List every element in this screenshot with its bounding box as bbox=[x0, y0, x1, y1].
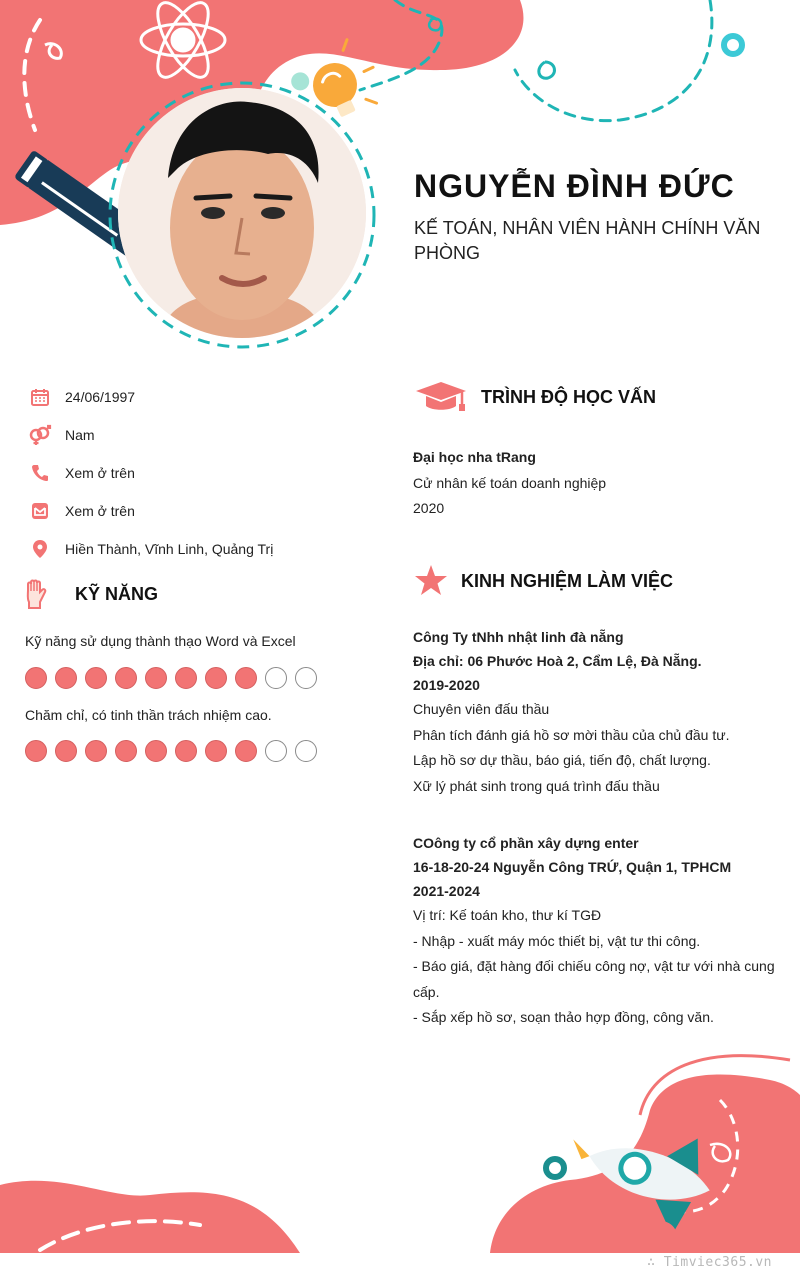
birthday-text: 24/06/1997 bbox=[65, 389, 136, 405]
skill-rating-1 bbox=[25, 667, 317, 689]
experience-entry-2 bbox=[413, 831, 783, 1031]
job-1-line: Xữ lý phát sinh trong quá trình đấu thầu bbox=[413, 777, 660, 794]
graduation-cap-icon bbox=[414, 380, 470, 414]
rating-dot-filled bbox=[235, 667, 257, 689]
star-icon bbox=[414, 564, 448, 598]
profile-photo bbox=[118, 88, 366, 338]
rating-dot-filled bbox=[205, 740, 227, 762]
job-2-address: 16-18-20-24 Nguyễn Công TRỨ, Quận 1, TPHCM bbox=[413, 859, 732, 875]
rating-dot-filled bbox=[235, 740, 257, 762]
info-phone bbox=[28, 461, 135, 485]
candidate-name: NGUYỄN ĐÌNH ĐỨC bbox=[414, 168, 735, 204]
experience-title: KINH NGHIỆM LÀM VIỆC bbox=[461, 570, 674, 591]
info-email bbox=[28, 499, 135, 523]
job-1-line: Lập hồ sơ dự thầu, báo giá, tiến độ, chất lượng. bbox=[413, 752, 711, 768]
experience-heading bbox=[414, 564, 673, 598]
rating-dot-filled bbox=[25, 667, 47, 689]
rating-dot-empty bbox=[295, 740, 317, 762]
portrait-illustration bbox=[118, 88, 366, 338]
rating-dot-empty bbox=[265, 740, 287, 762]
job-title: KẾ TOÁN, NHÂN VIÊN HÀNH CHÍNH VĂN PHÒNG bbox=[414, 218, 761, 263]
calendar-icon bbox=[28, 385, 52, 409]
education-entry bbox=[413, 445, 783, 522]
rating-dot-filled bbox=[55, 667, 77, 689]
address-text: Hiền Thành, Vĩnh Linh, Quảng Trị bbox=[65, 541, 274, 557]
rating-dot-empty bbox=[295, 667, 317, 689]
rating-dot-filled bbox=[175, 740, 197, 762]
skill-name-2: Chăm chỉ, có tinh thần trách nhiệm cao. bbox=[25, 707, 272, 723]
skill-name-1: Kỹ năng sử dụng thành thạo Word và Excel bbox=[25, 633, 296, 649]
rating-dot-filled bbox=[25, 740, 47, 762]
skill-rating-2 bbox=[25, 740, 317, 762]
job-1-line: Phân tích đánh giá hồ sơ mời thầu của chủ đầu tư. bbox=[413, 726, 730, 743]
job-1-company: Công Ty tNhh nhật linh đà nẵng bbox=[413, 629, 624, 645]
rating-dot-filled bbox=[205, 667, 227, 689]
education-heading bbox=[414, 380, 656, 414]
education-school: Đại học nha tRang bbox=[413, 449, 536, 465]
job-2-line: - Sắp xếp hồ sơ, soạn thảo hợp đồng, công văn. bbox=[413, 1009, 714, 1025]
phone-icon bbox=[28, 461, 52, 485]
skills-heading bbox=[23, 578, 158, 610]
job-1-period: 2019-2020 bbox=[413, 677, 480, 693]
job-2-company: COông ty cổ phần xây dựng enter bbox=[413, 835, 639, 851]
job-2-line: - Nhập - xuất máy móc thiết bị, vật tư thi công. bbox=[413, 932, 701, 949]
bottom-left-blob bbox=[0, 1181, 300, 1253]
email-text: Xem ở trên bbox=[65, 503, 135, 519]
watermark: ∴ Timviec365.vn bbox=[647, 1255, 772, 1270]
rating-dot-filled bbox=[175, 667, 197, 689]
job-2-period: 2021-2024 bbox=[413, 883, 480, 899]
job-2-line: - Báo giá, đặt hàng đối chiếu công nợ, vật tư với nhà cung cấp. bbox=[413, 958, 775, 1000]
rating-dot-filled bbox=[115, 667, 137, 689]
education-year: 2020 bbox=[413, 500, 445, 516]
job-2-line: Vị trí: Kế toán kho, thư kí TGĐ bbox=[413, 907, 602, 923]
email-icon bbox=[28, 499, 52, 523]
skills-title: KỸ NĂNG bbox=[75, 583, 159, 604]
rating-dot-empty bbox=[265, 667, 287, 689]
gender-icon bbox=[28, 423, 52, 447]
rating-dot-filled bbox=[55, 740, 77, 762]
rating-dot-filled bbox=[115, 740, 137, 762]
hand-icon bbox=[23, 578, 49, 610]
rating-dot-filled bbox=[85, 740, 107, 762]
teal-ring bbox=[724, 36, 742, 54]
profile-photo-frame bbox=[108, 78, 376, 348]
rating-dot-filled bbox=[145, 740, 167, 762]
experience-entry-1 bbox=[413, 625, 783, 799]
education-title: TRÌNH ĐỘ HỌC VẤN bbox=[481, 386, 656, 407]
rating-dot-filled bbox=[85, 667, 107, 689]
info-birthday bbox=[28, 385, 136, 409]
watermark-text: Timviec365.vn bbox=[663, 1255, 772, 1270]
phone-text: Xem ở trên bbox=[65, 465, 135, 481]
location-icon bbox=[28, 537, 52, 561]
job-1-line: Chuyên viên đấu thầu bbox=[413, 701, 550, 717]
gender-text: Nam bbox=[65, 427, 95, 443]
info-gender bbox=[28, 423, 95, 447]
job-1-address: Địa chỉ: 06 Phước Hoà 2, Cẩm Lệ, Đà Nẵng. bbox=[413, 653, 702, 669]
info-address bbox=[28, 537, 274, 561]
education-degree: Cử nhân kế toán doanh nghiệp bbox=[413, 474, 607, 491]
rating-dot-filled bbox=[145, 667, 167, 689]
